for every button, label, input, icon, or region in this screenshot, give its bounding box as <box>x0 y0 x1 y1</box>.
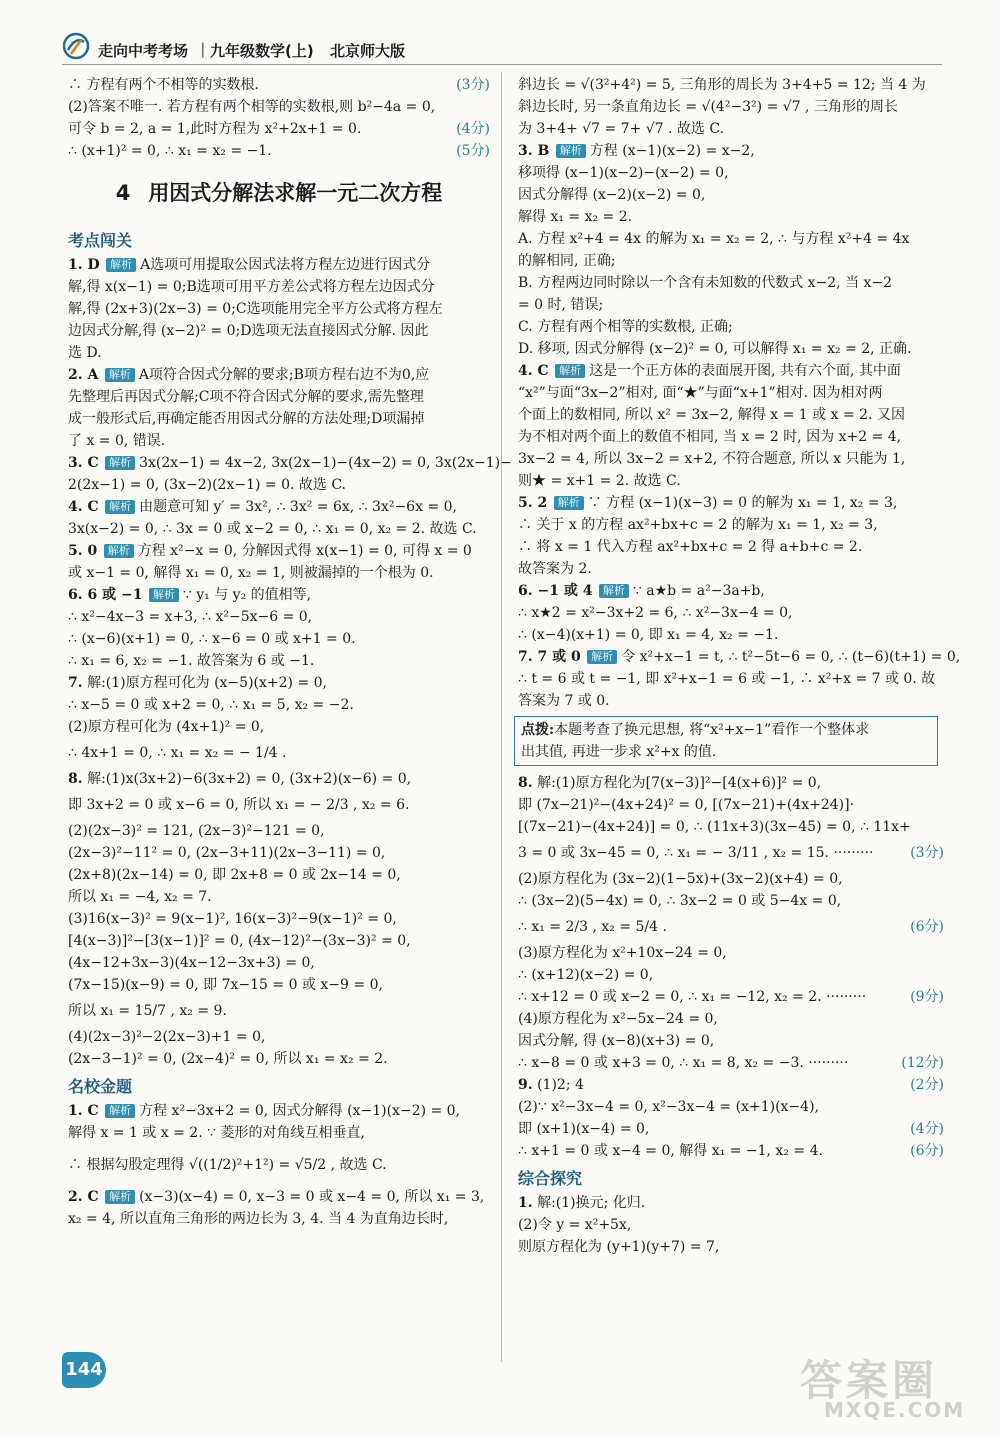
answer-line <box>518 1236 944 1258</box>
tip-line-1: 本题考查了换元思想, 将“x²+x−1”看作一个整体求 <box>554 722 870 738</box>
answer-line <box>68 1208 490 1230</box>
answer-line <box>518 96 944 118</box>
chapter-number: 4 <box>115 181 131 205</box>
answer-text: (7x−15)(x−9) = 0, 即 7x−15 = 0 或 x−9 = 0, <box>68 977 383 993</box>
answer-line <box>68 276 490 298</box>
answer-line <box>518 986 944 1008</box>
answer-line <box>68 254 490 276</box>
answer-text: 3x(2x−1) = 4x−2, 3x(2x−1)−(4x−2) = 0, 3x(2x−1)− <box>139 455 512 471</box>
question-number: 6. −1 或 4 <box>518 583 593 599</box>
tip-label: 点拨: <box>521 722 555 738</box>
analysis-tag: 解析 <box>554 496 584 510</box>
analysis-tag: 解析 <box>599 584 629 598</box>
question-number: 2. A <box>68 367 99 383</box>
chapter-heading <box>68 162 490 224</box>
score-mark: (3分) <box>910 845 944 861</box>
answer-line <box>68 430 490 452</box>
answer-line <box>518 1118 944 1140</box>
answer-text: (2)原方程可化为 (4x+1)² = 0, <box>68 719 265 735</box>
answer-text: (4)原方程化为 x²−5x−24 = 0, <box>518 1011 718 1027</box>
answer-text: 解:(1)x(3x+2)−6(3x+2) = 0, (3x+2)(x−6) = 0, <box>87 771 412 787</box>
answer-text: ∴ x²−4x−3 = x+3, ∴ x²−5x−6 = 0, <box>68 609 313 625</box>
answer-line <box>518 580 944 602</box>
answer-line <box>518 1096 944 1118</box>
answer-text: 方程 (x−1)(x−2) = x−2, <box>589 143 755 159</box>
watermark-main: 答案圈 <box>800 1356 939 1405</box>
answer-text: 故答案为 2. <box>518 561 592 577</box>
answer-line <box>518 448 944 470</box>
answer-text: (4x−12+3x−3)(4x−12−3x+3) = 0, <box>68 955 315 971</box>
answer-line <box>518 668 944 690</box>
answer-text: 斜边长 = √(3²+4²) = 5, 三角形的周长为 3+4+5 = 12; 当 4 为 <box>518 77 926 93</box>
answer-line <box>518 250 944 272</box>
answer-line <box>518 1214 944 1236</box>
answer-text: C. 方程有两个相等的实数根, 正确; <box>518 319 733 335</box>
answer-line <box>518 816 944 838</box>
question-number: 7. <box>68 675 83 691</box>
page-header: 走向中考考场 | 九年级数学(上) 北京师大版 <box>62 34 962 60</box>
answer-text: 3x(x−2) = 0, ∴ 3x = 0 或 x−2 = 0, ∴ x₁ = 0, x₂ = 2. 故选 C. <box>68 521 477 537</box>
answer-text: 解:(1)原方程可化为 (x−5)(x+2) = 0, <box>87 675 327 691</box>
answer-line <box>518 1052 944 1074</box>
answer-line <box>518 184 944 206</box>
question-number: 1. C <box>68 1103 99 1119</box>
answer-line <box>518 536 944 558</box>
answer-text: 斜边长时, 另一条直角边长 = √(4²−3²) = √7 , 三角形的周长 <box>518 99 898 115</box>
answer-line <box>518 404 944 426</box>
answer-line <box>68 790 490 820</box>
brand-name: 走向中考考场 <box>98 42 189 60</box>
analysis-tag: 解析 <box>555 364 585 378</box>
answer-text: 即 3x+2 = 0 或 x−6 = 0, 所以 x₁ = − 2/3 , x₂ = 6. <box>68 797 410 813</box>
previous-answer-tail <box>68 74 490 162</box>
answer-line <box>518 1030 944 1052</box>
answer-line <box>518 492 944 514</box>
answer-text: ∴ x₁ = 6, x₂ = −1. 故答案为 6 或 −1. <box>68 653 315 669</box>
answer-text: “x²”与面“3x−2”相对, 面“★”与面“x+1”相对. 因为相对两 <box>518 385 883 401</box>
answer-line <box>518 602 944 624</box>
answer-text: 成一般形式后,再确定能否用因式分解的方法处理;D项漏掉 <box>68 411 425 427</box>
answer-line <box>68 606 490 628</box>
score-mark: (12分) <box>901 1055 944 1071</box>
answer-line <box>68 320 490 342</box>
question-number: 1. <box>518 1195 533 1211</box>
answer-text: A项符合因式分解的要求;B项方程右边不为0,应 <box>138 367 430 383</box>
answer-line <box>68 886 490 908</box>
answers-part2 <box>518 772 944 1162</box>
answer-line <box>518 382 944 404</box>
answer-text: A选项可用提取公因式法将方程左边进行因式分 <box>140 257 431 273</box>
answer-line <box>518 1008 944 1030</box>
answer-text: (2)答案不唯一. 若方程有两个相等的实数根,则 b²−4a = 0, <box>68 99 436 115</box>
answer-text: 解:(1)换元; 化归. <box>537 1195 646 1211</box>
question-number: 2. C <box>68 1189 99 1205</box>
answer-line <box>518 1192 944 1214</box>
answer-text: 的解相同, 正确; <box>518 253 616 269</box>
left-column <box>68 74 512 1230</box>
answer-text: 所以 x₁ = −4, x₂ = 7. <box>68 889 212 905</box>
answer-line <box>518 470 944 492</box>
analysis-tag: 解析 <box>105 456 135 470</box>
analysis-tag: 解析 <box>149 588 179 602</box>
answer-line <box>518 558 944 580</box>
analysis-tag: 解析 <box>105 500 135 514</box>
answer-line <box>68 628 490 650</box>
question-number: 9. <box>518 1077 533 1093</box>
score-mark: (4分) <box>910 1121 944 1137</box>
question-number: 7. 7 或 0 <box>518 649 581 665</box>
answer-text: ∴ t = 6 或 t = −1, 即 x²+x−1 = 6 或 −1, ∴ x²+x = 7 或 0. 故 <box>518 671 936 687</box>
answer-text: (2x−3)²−11² = 0, (2x−3+11)(2x−3−11) = 0, <box>68 845 386 861</box>
answer-text: (2x−3−1)² = 0, (2x−4)² = 0, 所以 x₁ = x₂ = 2. <box>68 1051 388 1067</box>
answer-text: 个面上的数相同, 所以 x² = 3x−2, 解得 x = 1 或 x = 2. 又因 <box>518 407 905 423</box>
answer-line <box>68 540 490 562</box>
answer-line <box>68 518 490 540</box>
answer-line <box>518 338 944 360</box>
analysis-tag: 解析 <box>587 650 617 664</box>
question-number: 5. 2 <box>518 495 548 511</box>
answer-line <box>68 140 490 162</box>
answer-line <box>518 964 944 986</box>
answer-text: ∴ 关于 x 的方程 ax²+bx+c = 2 的解为 x₁ = 1, x₂ = 3, <box>518 517 878 533</box>
answer-line <box>68 386 490 408</box>
answer-line <box>518 912 944 942</box>
section-heading-zonghe: 综合探究 <box>518 1169 583 1188</box>
answer-text: (2)原方程化为 (3x−2)(1−5x)+(3x−2)(x+4) = 0, <box>518 871 843 887</box>
answer-line <box>68 930 490 952</box>
page-number: 144 <box>62 1352 106 1388</box>
answer-line <box>68 298 490 320</box>
answer-line <box>68 74 490 96</box>
answer-line <box>518 206 944 228</box>
answer-line <box>68 996 490 1026</box>
chapter-title: 用因式分解法求解一元二次方程 <box>148 181 443 205</box>
answer-text: ∵ y₁ 与 y₂ 的值相等, <box>182 587 312 603</box>
score-mark: (3分) <box>456 77 490 93</box>
answer-text: 解,得 (2x+3)(2x−3) = 0;C选项能用完全平方公式将方程左 <box>68 301 443 317</box>
answer-line <box>68 974 490 996</box>
answer-line <box>68 496 490 518</box>
answer-line <box>68 694 490 716</box>
score-mark: (9分) <box>910 989 944 1005</box>
answer-text: (1)2; 4 <box>537 1077 584 1093</box>
question-number: 3. C <box>68 455 99 471</box>
answer-line <box>518 1074 944 1096</box>
answer-line <box>518 118 944 140</box>
analysis-tag: 解析 <box>106 258 136 272</box>
score-mark: (2分) <box>910 1077 944 1093</box>
section-heading-mingxiao: 名校金题 <box>68 1077 133 1096</box>
answer-line <box>68 118 490 140</box>
answer-text: (2)∵ x²−3x−4 = 0, x²−3x−4 = (x+1)(x−4), <box>518 1099 819 1115</box>
answer-line <box>68 1026 490 1048</box>
answer-text: ∴ x+1 = 0 或 x−4 = 0, 解得 x₁ = −1, x₂ = 4. <box>518 1143 823 1159</box>
answer-text: ∴ (x−4)(x+1) = 0, 即 x₁ = 4, x₂ = −1. <box>518 627 779 643</box>
answer-line <box>68 842 490 864</box>
answer-line <box>518 646 961 668</box>
answer-text: ∴ 将 x = 1 代入方程 ax²+bx+c = 2 得 a+b+c = 2. <box>518 539 863 555</box>
answer-text: 3 = 0 或 3x−45 = 0, ∴ x₁ = − 3/11 , x₂ = 15. ········· <box>518 845 874 861</box>
answer-text: 或 x−1 = 0, 解得 x₁ = 0, x₂ = 1, 则被漏掉的一个根为 0. <box>68 565 434 581</box>
answer-line <box>68 820 490 842</box>
answer-text: 先整理后再因式分解;C项不符合因式分解的要求,需先整理 <box>68 389 424 405</box>
answer-text: ∴ 方程有两个不相等的实数根. <box>68 77 259 93</box>
tip-line-2: 出其值, 再进一步求 x²+x 的值. <box>521 744 717 760</box>
question-number: 8. <box>518 775 533 791</box>
section-heading-kaodian: 考点闯关 <box>68 231 133 250</box>
answer-line <box>68 474 490 496</box>
answer-line <box>518 690 944 712</box>
header-rule <box>62 64 942 65</box>
answer-text: (3)原方程化为 x²+10x−24 = 0, <box>518 945 727 961</box>
question-number: 1. D <box>68 257 100 273</box>
tip-box <box>514 716 938 766</box>
answer-text: 因式分解, 得 (x−8)(x+3) = 0, <box>518 1033 715 1049</box>
answer-line <box>68 738 490 768</box>
analysis-tag: 解析 <box>556 144 586 158</box>
answer-text: 可令 b = 2, a = 1,此时方程为 x²+2x+1 = 0. <box>68 121 362 137</box>
answer-text: ∴ (x+1)² = 0, ∴ x₁ = x₂ = −1. <box>68 143 272 159</box>
answer-line <box>68 342 490 364</box>
answer-text: ∴ 根据勾股定理得 √((1/2)²+1²) = √5/2 , 故选 C. <box>68 1157 387 1173</box>
column-divider <box>501 72 502 1362</box>
answer-line <box>518 838 944 868</box>
answer-line <box>68 650 490 672</box>
answer-line <box>518 624 944 646</box>
answer-line <box>518 426 944 448</box>
answer-text: ∴ 4x+1 = 0, ∴ x₁ = x₂ = − 1/4 . <box>68 745 287 761</box>
answers-continued <box>518 74 961 712</box>
answer-text: ∴ (3x−2)(5−4x) = 0, ∴ 3x−2 = 0 或 5−4x = 0, <box>518 893 842 909</box>
answer-line <box>518 140 944 162</box>
analysis-tag: 解析 <box>105 1190 135 1204</box>
answer-line <box>68 562 490 584</box>
answer-text: 即 (x+1)(x−4) = 0, <box>518 1121 650 1137</box>
answer-text: 了 x = 0, 错误. <box>68 433 166 449</box>
question-number: 4. C <box>68 499 99 515</box>
answer-text: 选 D. <box>68 345 102 361</box>
answer-text: ∴ x−8 = 0 或 x+3 = 0, ∴ x₁ = 8, x₂ = −3. ········· <box>518 1055 849 1071</box>
question-number: 5. 0 <box>68 543 98 559</box>
answer-text: 边因式分解,得 (x−2)² = 0;D选项无法直接因式分解. 因此 <box>68 323 429 339</box>
answer-line <box>68 1048 490 1070</box>
answer-line <box>68 768 490 790</box>
answer-text: 答案为 7 或 0. <box>518 693 610 709</box>
answer-text: 因式分解得 (x−2)(x−2) = 0, <box>518 187 706 203</box>
answer-text: 为 3+4+ √7 = 7+ √7 . 故选 C. <box>518 121 725 137</box>
answer-text: ∴ (x+12)(x−2) = 0, <box>518 967 654 983</box>
book-logo-icon <box>62 32 90 60</box>
answer-text: ∴ x★2 = x²−3x+2 = 6, ∴ x²−3x−4 = 0, <box>518 605 793 621</box>
answer-text: 方程 x²−3x+2 = 0, 因式分解得 (x−1)(x−2) = 0, <box>139 1103 461 1119</box>
edition-name: 北京师大版 <box>330 42 406 60</box>
answer-text: (2)(2x−3)² = 121, (2x−3)²−121 = 0, <box>68 823 325 839</box>
answer-text: 移项得 (x−1)(x−2)−(x−2) = 0, <box>518 165 729 181</box>
score-mark: (4分) <box>456 121 490 137</box>
answer-text: B. 方程两边同时除以一个含有未知数的代数式 x−2, 当 x−2 <box>518 275 893 291</box>
subject-name: 九年级数学(上) <box>210 42 314 60</box>
analysis-tag: 解析 <box>104 544 134 558</box>
answer-text: 解得 x₁ = x₂ = 2. <box>518 209 633 225</box>
answer-line <box>518 272 944 294</box>
watermark-logo <box>800 1348 985 1426</box>
answers-mingxiao <box>68 1100 490 1230</box>
answer-text: 解:(1)原方程化为[7(x−3)]²−[4(x+6)]² = 0, <box>537 775 822 791</box>
right-column <box>518 74 961 1258</box>
answer-text: ∴ (x−6)(x+1) = 0, ∴ x−6 = 0 或 x+1 = 0. <box>68 631 356 647</box>
answer-text: [4(x−3)]²−[3(x−1)]² = 0, (4x−12)²−(3x−3)² = 0, <box>68 933 411 949</box>
question-number: 6. 6 或 −1 <box>68 587 143 603</box>
answer-text: ∴ x−5 = 0 或 x+2 = 0, ∴ x₁ = 5, x₂ = −2. <box>68 697 354 713</box>
score-mark: (6分) <box>910 1143 944 1159</box>
score-mark: (5分) <box>456 143 490 159</box>
score-mark: (6分) <box>910 919 944 935</box>
answer-text: (2x+8)(2x−14) = 0, 即 2x+8 = 0 或 2x−14 = 0, <box>68 867 401 883</box>
answer-text: (4)(2x−3)²−2(2x−3)+1 = 0, <box>68 1029 266 1045</box>
answer-line <box>68 1100 490 1122</box>
answer-text: 为不相对两个面上的数值不相同, 当 x = 2 时, 因为 x+2 = 4, <box>518 429 902 445</box>
answer-line <box>68 1186 490 1208</box>
answer-line <box>68 1122 490 1144</box>
answer-line <box>68 1144 490 1186</box>
answer-line <box>68 672 490 694</box>
answer-text: [(7x−21)−(4x+24)] = 0, ∴ (11x+3)(3x−45) = 0, ∴ 11x+ <box>518 819 911 835</box>
answer-line <box>518 294 944 316</box>
answer-line <box>68 96 490 118</box>
answer-text: (2)令 y = x²+5x, <box>518 1217 632 1233</box>
answer-text: 方程 x²−x = 0, 分解因式得 x(x−1) = 0, 可得 x = 0 <box>137 543 472 559</box>
answer-line <box>518 890 944 912</box>
analysis-tag: 解析 <box>105 368 135 382</box>
answer-text: A. 方程 x²+4 = 4x 的解为 x₁ = x₂ = 2, ∴ 与方程 x²+4 = 4x <box>518 231 910 247</box>
answer-text: 2(2x−1) = 0, (3x−2)(2x−1) = 0. 故选 C. <box>68 477 346 493</box>
answer-line <box>518 772 944 794</box>
answer-line <box>518 942 944 964</box>
answer-text: ∵ a★b = a²−3a+b, <box>632 583 765 599</box>
answer-line <box>68 716 490 738</box>
answer-text: x₂ = 4, 所以直角三角形的两边长为 3, 4. 当 4 为直角边长时, <box>68 1211 449 1227</box>
answer-line <box>518 514 944 536</box>
answer-line <box>518 162 944 184</box>
answer-line <box>68 952 490 974</box>
answer-text: 这是一个正方体的表面展开图, 共有六个面, 其中面 <box>589 363 901 379</box>
answer-text: 3x−2 = 4, 所以 3x−2 = x+2, 不符合题意, 所以 x 只能为 1, <box>518 451 906 467</box>
answer-line <box>518 868 944 890</box>
answer-text: 即 (7x−21)²−(4x+24)² = 0, [(7x−21)+(4x+24)]· <box>518 797 855 813</box>
answer-line <box>68 908 490 930</box>
answer-line <box>518 74 944 96</box>
answer-text: (x−3)(x−4) = 0, x−3 = 0 或 x−4 = 0, 所以 x₁ = 3, <box>139 1189 485 1205</box>
answer-line <box>518 794 944 816</box>
answer-text: 令 x²+x−1 = t, ∴ t²−5t−6 = 0, ∴ (t−6)(t+1) = 0, <box>621 649 961 665</box>
answers-kaodian <box>68 254 512 1070</box>
question-number: 8. <box>68 771 83 787</box>
answer-line <box>68 364 490 386</box>
answer-text: ∴ x+12 = 0 或 x−2 = 0, ∴ x₁ = −12, x₂ = 2. ········· <box>518 989 867 1005</box>
answer-line <box>518 228 944 250</box>
question-number: 4. C <box>518 363 549 379</box>
answer-text: (3)16(x−3)² = 9(x−1)², 16(x−3)²−9(x−1)² = 0, <box>68 911 397 927</box>
answer-line <box>68 408 490 430</box>
answer-text: 则原方程化为 (y+1)(y+7) = 7, <box>518 1239 720 1255</box>
analysis-tag: 解析 <box>105 1104 135 1118</box>
answer-text: 解得 x = 1 或 x = 2. ∵ 菱形的对角线互相垂直, <box>68 1125 365 1141</box>
answer-line <box>68 584 490 606</box>
answer-text: ∴ x₁ = 2/3 , x₂ = 5/4 . <box>518 919 667 935</box>
answer-line <box>518 316 944 338</box>
question-number: 3. B <box>518 143 550 159</box>
answer-line <box>68 864 490 886</box>
answer-line <box>518 1140 944 1162</box>
answer-text: 则★ = x+1 = 2. 故选 C. <box>518 473 681 489</box>
answer-text: 所以 x₁ = 15/7 , x₂ = 9. <box>68 1003 227 1019</box>
answer-text: 解,得 x(x−1) = 0;B选项可用平方差公式将方程左边因式分 <box>68 279 435 295</box>
answer-text: 由题意可知 y′ = 3x², ∴ 3x² = 6x, ∴ 3x²−6x = 0, <box>139 499 457 515</box>
answer-text: D. 移项, 因式分解得 (x−2)² = 0, 可以解得 x₁ = x₂ = 2, 正确. <box>518 341 912 357</box>
watermark-url: MXQE.COM <box>824 1398 966 1422</box>
answer-line <box>68 452 512 474</box>
answer-line <box>518 360 944 382</box>
answer-text: = 0 时, 错误; <box>518 297 604 313</box>
answers-zonghe <box>518 1192 944 1258</box>
answer-text: ∵ 方程 (x−1)(x−3) = 0 的解为 x₁ = 1, x₂ = 3, <box>587 495 898 511</box>
